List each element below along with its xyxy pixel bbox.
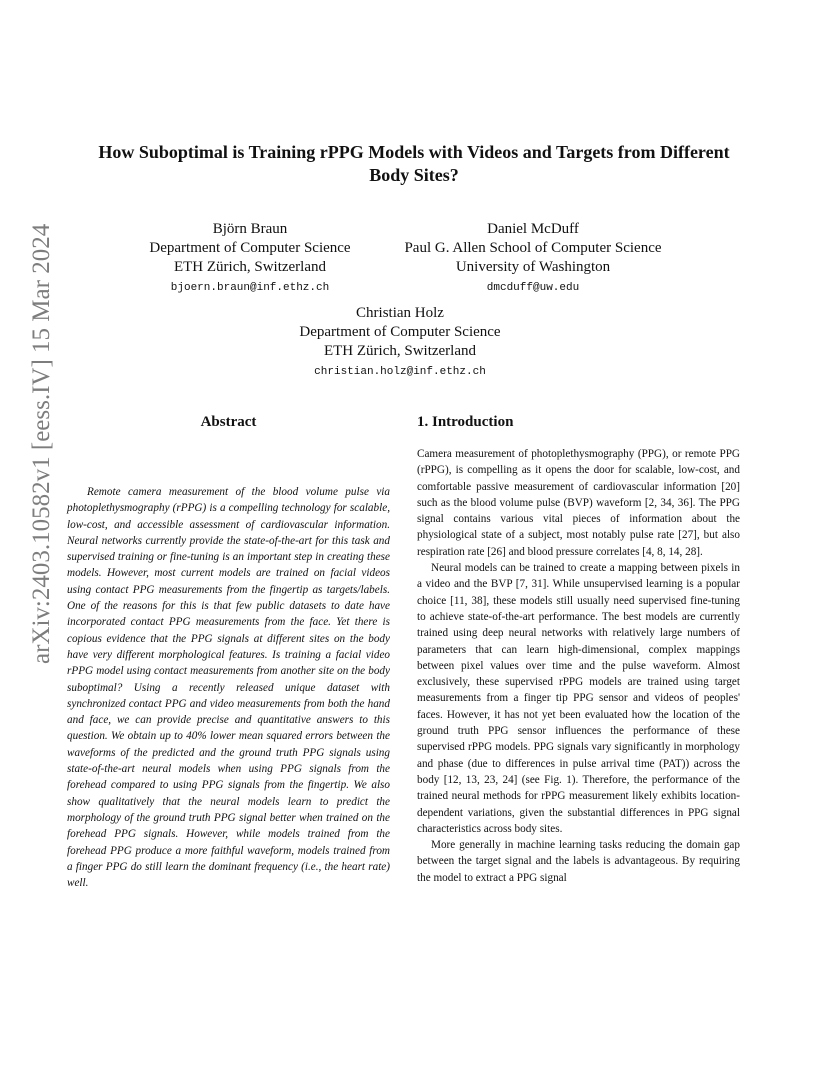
author-name: Christian Holz	[356, 305, 444, 321]
abstract-text: Remote camera measurement of the blood volume pulse via photoplethysmography (rPPG) is a compelling technology for scalable, low-cost, and accessible assessment of cardiovascular information. Neural networks currently provide the state-of-the-art for this task and supervised training or fine-tuning is an important step in creating these models. However, most current models are trained on facial videos using contact PPG measurements from the fingertip as targets/labels. One of the reasons for this is that few public datasets to date have incorporated contact PPG measurements from the face. Yet there is copious evidence that the PPG signals at different sites on the body have very different morphological features. Is training a facial video rPPG model using contact measurements from another site on the body suboptimal? Using a recently released unique dataset with synchronized contact PPG and video measurements from both the hand and face, we can provide precise and quantitative answers to this question. We obtain up to 40% lower mean squared errors between the waveforms of the predicted and the ground truth PPG signals using state-of-the-art neural models when using PPG signals from the forehead compared to using PPG signals from the fingertip. We also show qualitatively that the neural models learn to predict the morphology of the ground truth PPG signal better when trained on the forehead PPG signals. However, while models trained from the forehead PPG produce a more faithful waveform, models trained from a finger PPG do still learn the dominant frequency (i.e., the heart rate) well.	[67, 486, 390, 890]
introduction-paragraph: Camera measurement of photoplethysmography (PPG), or remote PPG (rPPG), is compelling as it opens the door for scalable, low-cost, and comfortable passive measurement of cardiovascular information [20] such as the blood volume pulse (BVP) waveform [2, 34, 36]. The PPG signal contains various vital pieces of information about the physiological state of a subject, most notably pulse rate [27], but also respiration rate [26] and blood pressure correlates [4, 8, 14, 28].	[417, 448, 740, 558]
author-block	[378, 220, 688, 298]
author-email[interactable]: bjoern.braun@inf.ethz.ch	[170, 282, 330, 294]
author-affiliation: Department of Computer Science	[299, 324, 501, 340]
paper-title: How Suboptimal is Training rPPG Models with Videos and Targets from Different Body Sites?	[98, 142, 730, 185]
author-location: ETH Zürich, Switzerland	[173, 259, 327, 275]
author-email[interactable]: christian.holz@inf.ethz.ch	[314, 366, 486, 378]
abstract-heading: Abstract	[200, 414, 257, 430]
left-column	[67, 414, 390, 891]
author-block	[270, 304, 530, 382]
right-column	[417, 414, 740, 886]
author-affiliation: Department of Computer Science	[149, 240, 351, 256]
introduction-paragraph: More generally in machine learning tasks reducing the domain gap between the target signal and the labels is advantageous. By requiring the model to extract a PPG signal	[417, 839, 740, 884]
author-name: Daniel McDuff	[487, 221, 579, 237]
introduction-paragraph: Neural models can be trained to create a mapping between pixels in a video and the BVP [7, 31]. While unsupervised learning is a popular choice [11, 38], these models still usually need supervised fine-tuning to achieve state-of-the-art performance. The best models are currently trained using deep neural networks with relatively large numbers of parameters that can learn high-dimensional, complex mappings between pixel values over time and the pulse waveform. Almost exclusively, these supervised rPPG models are trained using target measurements from a finger tip PPG sensor and videos of peoples' faces. However, it has not yet been evaluated how the location of the ground truth PPG sensor influences the performance of these supervised rPPG models. PPG signals vary significantly in morphology and phase (due to differences in pulse arrival time (PAT)) across the body [12, 13, 23, 24] (see Fig. 1). Therefore, the performance of the trained neural methods for rPPG measurement likely exhibits location-dependent variations, given the substantial differences in PPG signal characteristics across body sites.	[417, 562, 740, 835]
author-affiliation: Paul G. Allen School of Computer Science	[404, 240, 662, 256]
author-block	[120, 220, 380, 298]
arxiv-identifier: arXiv:2403.10582v1 [eess.IV] 15 Mar 2024	[28, 223, 55, 664]
author-location: University of Washington	[455, 259, 611, 275]
introduction-heading: 1. Introduction	[417, 414, 514, 430]
author-location: ETH Zürich, Switzerland	[323, 343, 477, 359]
author-email[interactable]: dmcduff@uw.edu	[486, 282, 580, 294]
author-name: Björn Braun	[212, 221, 288, 237]
